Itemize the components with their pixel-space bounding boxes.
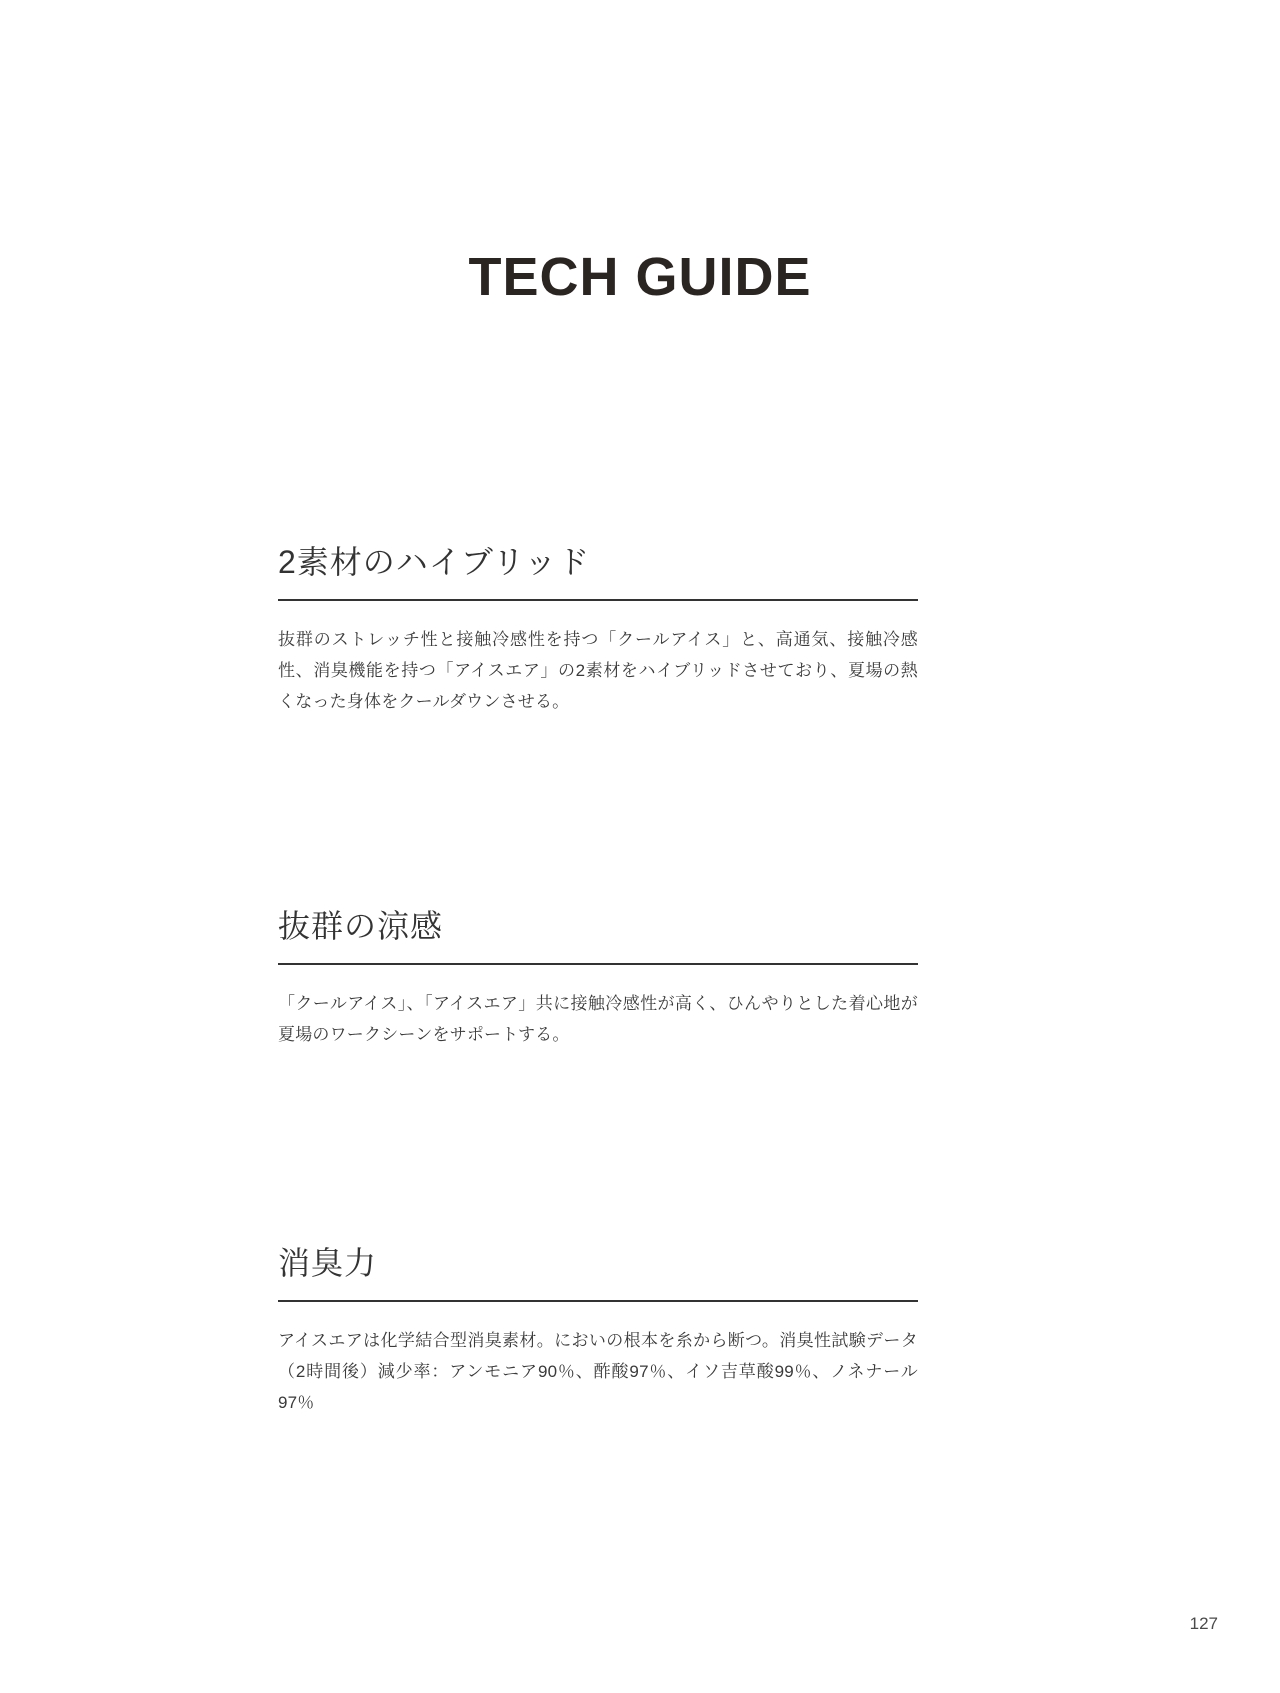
section-hybrid-heading: 2素材のハイブリッド [278,546,918,601]
page-number: 127 [1189,1614,1218,1633]
section-cool-feel-heading: 抜群の涼感 [278,910,918,965]
page-title: TECH GUIDE [468,247,812,307]
section-hybrid-body: 抜群のストレッチ性と接触冷感性を持つ「クールアイス」と、高通気、接触冷感性、消臭機能を持つ「アイスエア」の2素材をハイブリッドさせており、夏場の熱くなった身体をクールダウンさせる。 [278,630,918,711]
section-deodorant-body: アイスエアは化学結合型消臭素材。においの根本を糸から断つ。消臭性試験データ（2時間後）減少率：アンモニア90％、酢酸97％、イソ吉草酸99％、ノネナール97％ [278,1331,918,1412]
section-cool-feel-body: 「クールアイス」、「アイスエア」共に接触冷感性が高く、ひんやりとした着心地が夏場のワークシーンをサポートする。 [278,994,918,1044]
section-deodorant [278,1247,918,1418]
section-hybrid [278,546,918,717]
section-deodorant-heading: 消臭力 [278,1247,918,1302]
section-cool-feel [278,910,918,1050]
